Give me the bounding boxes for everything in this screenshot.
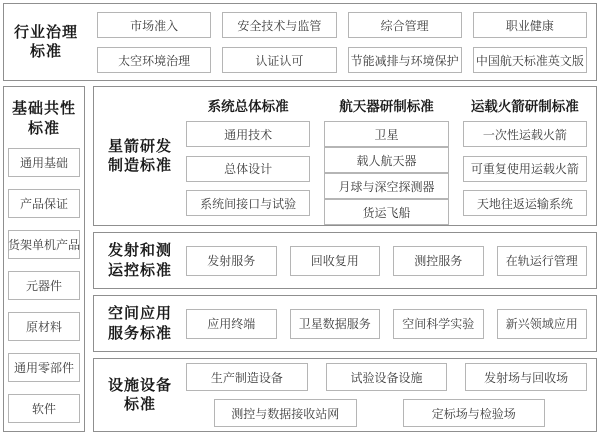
section-title-line: 运控标准 [107,261,172,279]
section-rocket-dev-manufacturing [93,86,597,226]
standard-box-general-parts: 通用零部件 [8,353,80,382]
section-title-basic-common [8,99,80,138]
standard-box-satellite-data-services: 卫星数据服务 [290,309,381,339]
standard-box-earth-space-transport-system: 天地往返运输系统 [463,190,587,216]
space-application-box-row [186,309,596,339]
standard-box-ttc-services: 测控服务 [393,246,484,276]
section-title-line: 星箭研发 [107,137,172,155]
section-industry-governance [3,3,597,81]
launch-ttc-box-row [186,246,596,276]
section-facilities-equipment [93,358,597,432]
standard-box-reusable-launch-vehicle: 可重复使用运载火箭 [463,156,587,182]
section-launch-ttc [93,232,597,289]
standard-box-market-access: 市场准入 [97,12,211,38]
column-items [186,117,310,216]
column-launch-vehicle-development [463,92,587,216]
column-header-launch-vehicle: 运载火箭研制标准 [470,99,579,114]
section-title-line: 行业治理 [13,23,78,41]
rocket-dev-columns [186,87,596,225]
standard-box-software: 软件 [8,394,80,423]
standard-box-cots-products: 货架单机产品 [8,230,80,259]
governance-box-grid [88,4,596,80]
column-system-overall [186,92,310,216]
standard-box-crewed-spacecraft: 载人航天器 [324,147,448,173]
section-title-line: 空间应用 [107,305,172,322]
standard-box-recovery-reuse: 回收复用 [290,246,381,276]
standard-box-comprehensive-management: 综合管理 [348,12,462,38]
standard-box-lunar-deep-space-probe: 月球与深空探测器 [324,173,448,199]
standard-box-safety-tech-supervision: 安全技术与监管 [222,12,336,38]
section-title-facilities [94,376,186,415]
main-content-row [3,86,597,432]
standard-box-application-terminal: 应用终端 [186,309,277,339]
standard-box-test-equipment-facilities: 试验设备设施 [326,363,448,391]
section-title-line: 制造标准 [107,157,172,174]
section-title-industry-governance [4,23,88,62]
facilities-row-2 [186,399,587,427]
standard-box-emerging-field-application: 新兴领域应用 [497,309,588,339]
facilities-row-1 [186,363,587,391]
standard-box-raw-materials: 原材料 [8,312,80,341]
section-space-application [93,295,597,352]
standard-box-general-technology: 通用技术 [186,121,310,147]
column-header-spacecraft: 航天器研制标准 [339,99,434,114]
right-sections-column [93,86,597,432]
basic-common-box-list [8,148,80,423]
standard-box-satellite: 卫星 [324,121,448,147]
standard-box-product-assurance: 产品保证 [8,189,80,218]
column-items [463,117,587,216]
standard-box-china-aerospace-english-edition: 中国航天标准英文版 [473,47,587,73]
standard-box-launch-services: 发射服务 [186,246,277,276]
standard-box-ttc-data-receiving-station-network: 测控与数据接收站网 [214,399,357,427]
standard-box-certification-accreditation: 认证认可 [222,47,336,73]
standard-box-intersystem-interface-test: 系统间接口与试验 [186,190,310,216]
section-title-rocket-dev [94,137,186,176]
section-title-line: 基础共性 [11,100,76,117]
standard-box-occupational-health: 职业健康 [473,12,587,38]
section-title-launch-ttc [94,241,186,280]
facilities-box-rows [186,363,596,427]
section-title-line: 标准 [29,43,62,60]
section-title-line: 标准 [27,119,60,137]
standard-box-calibration-inspection-sites: 定标场与检验场 [403,399,546,427]
standard-box-expendable-launch-vehicle: 一次性运载火箭 [463,121,587,147]
standard-box-general-basics: 通用基础 [8,148,80,177]
standard-box-energy-saving-environment: 节能减排与环境保护 [348,47,462,73]
standard-box-components: 元器件 [8,271,80,300]
column-items [324,117,448,225]
section-title-line: 标准 [123,396,156,413]
column-header-system-overall: 系统总体标准 [207,99,289,114]
standard-box-launch-recovery-sites: 发射场与回收场 [465,363,587,391]
section-title-line: 发射和测 [107,242,172,259]
standard-box-cargo-spacecraft: 货运飞船 [324,199,448,225]
section-title-space-application [94,304,186,343]
standard-box-space-science-experiment: 空间科学实验 [393,309,484,339]
standard-box-space-environment-governance: 太空环境治理 [97,47,211,73]
column-spacecraft-development [324,92,448,220]
standard-box-on-orbit-operation-management: 在轨运行管理 [497,246,588,276]
standard-box-production-manufacturing-equipment: 生产制造设备 [186,363,308,391]
section-title-line: 服务标准 [107,324,172,342]
section-title-line: 设施设备 [107,376,172,394]
section-basic-common [3,86,85,432]
standard-box-overall-design: 总体设计 [186,156,310,182]
